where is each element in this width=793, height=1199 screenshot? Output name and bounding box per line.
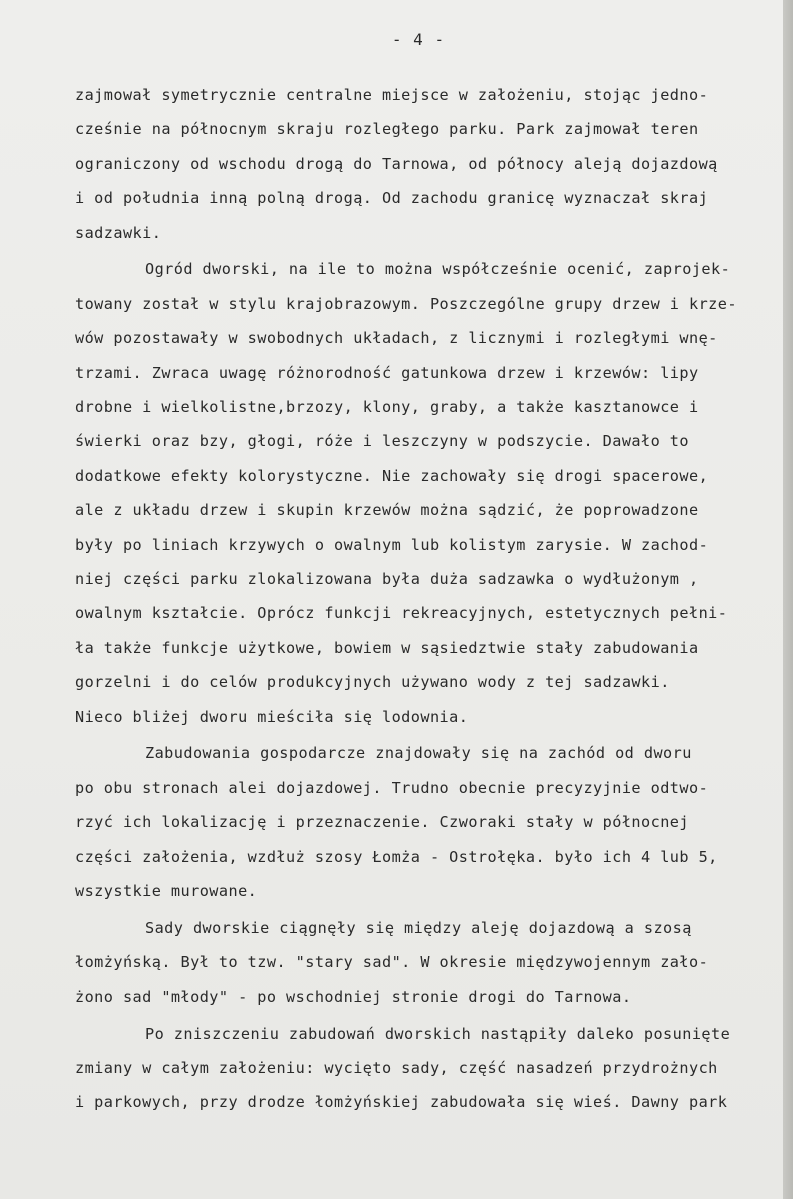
text-line: ła także funkcje użytkowe, bowiem w sąsiedztwie stały zabudowania bbox=[75, 638, 699, 657]
text-line: cześnie na północnym skraju rozległego parku. Park zajmował teren bbox=[75, 120, 699, 139]
text-line: wów pozostawały w swobodnych układach, z licznymi i rozległymi wnę- bbox=[75, 329, 718, 348]
text-line: łomżyńską. Był to tzw. "stary sad". W okresie międzywojennym zało- bbox=[75, 953, 709, 972]
text-line: trzami. Zwraca uwagę różnorodność gatunkowa drzew i krzewów: lipy bbox=[75, 363, 699, 382]
text-line: sadzawki. bbox=[75, 223, 162, 242]
text-line: owalnym kształcie. Oprócz funkcji rekreacyjnych, estetycznych pełni- bbox=[75, 604, 728, 623]
text-line: części założenia, wzdłuż szosy Łomża - Ostrołęka. było ich 4 lub 5, bbox=[75, 847, 718, 866]
text-line: zmiany w całym założeniu: wycięto sady, część nasadzeń przydrożnych bbox=[75, 1058, 718, 1077]
text-line: były po liniach krzywych o owalnym lub kolistym zarysie. W zachod- bbox=[75, 535, 709, 554]
paragraph bbox=[75, 252, 787, 733]
text-line: Nieco bliżej dworu mieściła się lodownia. bbox=[75, 707, 469, 726]
text-line: Po zniszczeniu zabudowań dworskich nastąpiły daleko posunięte bbox=[145, 1024, 731, 1043]
document-body bbox=[75, 78, 787, 1120]
text-line: po obu stronach alei dojazdowej. Trudno obecnie precyzyjnie odtwo- bbox=[75, 778, 709, 797]
text-line: Sady dworskie ciągnęły się między aleję dojazdową a szosą bbox=[145, 918, 692, 937]
paragraph bbox=[75, 1017, 787, 1120]
page-edge bbox=[783, 0, 793, 1199]
text-line: świerki oraz bzy, głogi, róże i leszczyny w podszycie. Dawało to bbox=[75, 432, 689, 451]
paragraph bbox=[75, 78, 787, 250]
text-line: gorzelni i do celów produkcyjnych używano wody z tej sadzawki. bbox=[75, 673, 670, 692]
text-line: Zabudowania gospodarcze znajdowały się na zachód od dworu bbox=[145, 744, 692, 763]
text-line: niej części parku zlokalizowana była duża sadzawka o wydłużonym , bbox=[75, 569, 699, 588]
paragraph bbox=[75, 911, 787, 1014]
text-line: drobne i wielkolistne,brzozy, klony, graby, a także kasztanowce i bbox=[75, 398, 699, 417]
text-line: Ogród dworski, na ile to można współcześnie ocenić, zaprojek- bbox=[145, 260, 731, 279]
text-line: i od południa inną polną drogą. Od zachodu granicę wyznaczał skraj bbox=[75, 189, 709, 208]
text-line: zajmował symetrycznie centralne miejsce w założeniu, stojąc jedno- bbox=[75, 86, 709, 104]
paragraph bbox=[75, 736, 787, 908]
text-line: rzyć ich lokalizację i przeznaczenie. Czworaki stały w północnej bbox=[75, 813, 689, 832]
text-line: ale z układu drzew i skupin krzewów można sądzić, że poprowadzone bbox=[75, 501, 699, 520]
text-line: i parkowych, przy drodze łomżyńskiej zabudowała się wieś. Dawny park bbox=[75, 1093, 728, 1112]
text-line: żono sad "młody" - po wschodniej stronie drogi do Tarnowa. bbox=[75, 987, 632, 1006]
page-number: - 4 - bbox=[391, 30, 446, 49]
text-line: dodatkowe efekty kolorystyczne. Nie zachowały się drogi spacerowe, bbox=[75, 466, 709, 485]
text-line: towany został w stylu krajobrazowym. Poszczególne grupy drzew i krze- bbox=[75, 294, 737, 313]
text-line: wszystkie murowane. bbox=[75, 881, 258, 900]
text-line: ograniczony od wschodu drogą do Tarnowa, od północy aleją dojazdową bbox=[75, 154, 718, 173]
